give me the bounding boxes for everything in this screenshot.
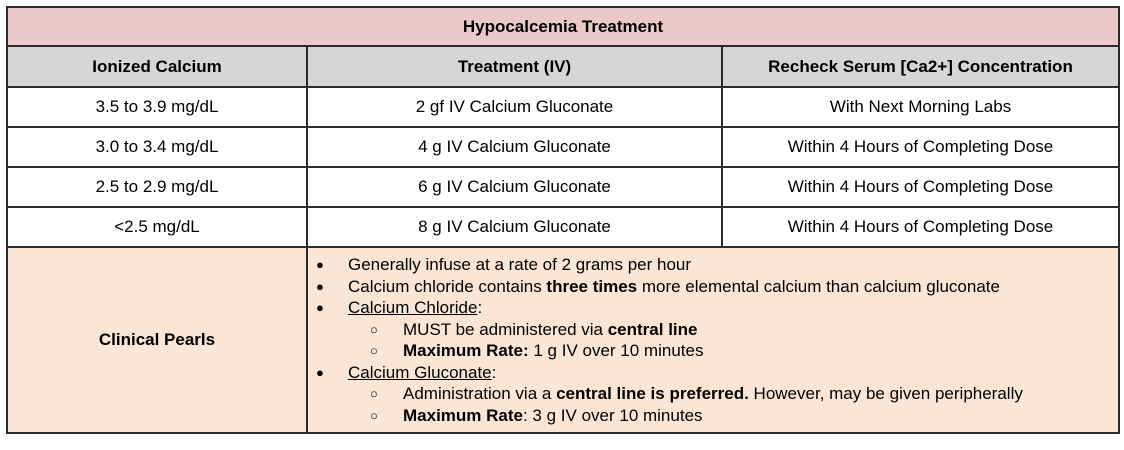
- treatment-cell: 2 gf IV Calcium Gluconate: [307, 87, 722, 127]
- list-item: [308, 297, 1118, 362]
- recheck-cell: Within 4 Hours of Completing Dose: [722, 207, 1119, 247]
- ionized-calcium-cell: 3.5 to 3.9 mg/dL: [7, 87, 307, 127]
- clinical-pearls-label: Clinical Pearls: [7, 247, 307, 433]
- list-item: [348, 340, 1118, 362]
- pearl-emphasis: Maximum Rate: [403, 405, 523, 425]
- pearl-text: 1 g IV over 10 minutes: [528, 341, 704, 360]
- table-header-row: [7, 46, 1119, 87]
- pearl-text: Administration via a: [403, 384, 557, 403]
- clinical-pearls-row: [7, 247, 1119, 433]
- recheck-cell: With Next Morning Labs: [722, 87, 1119, 127]
- table-row: [7, 167, 1119, 207]
- pearl-text: :: [491, 362, 497, 382]
- pearl-emphasis: central line: [607, 319, 698, 339]
- treatment-cell: 6 g IV Calcium Gluconate: [307, 167, 722, 207]
- pearl-text: Calcium chloride contains: [348, 276, 547, 296]
- calcium-gluconate-sublist: [348, 383, 1118, 426]
- hypocalcemia-treatment-table: [6, 6, 1120, 434]
- table-row: [7, 207, 1119, 247]
- treatment-cell: 8 g IV Calcium Gluconate: [307, 207, 722, 247]
- pearl-text: : 3 g IV over 10 minutes: [522, 405, 703, 425]
- table-row: [7, 87, 1119, 127]
- list-item: [348, 319, 1118, 341]
- ionized-calcium-cell: <2.5 mg/dL: [7, 207, 307, 247]
- treatment-cell: 4 g IV Calcium Gluconate: [307, 127, 722, 167]
- pearl-text: :: [477, 298, 483, 317]
- pearl-infusion-rate: Generally infuse at a rate of 2 grams per hour: [348, 255, 692, 274]
- pearl-emphasis: central line is preferred.: [556, 384, 749, 403]
- ionized-calcium-cell: 2.5 to 2.9 mg/dL: [7, 167, 307, 207]
- header-treatment: Treatment (IV): [307, 46, 722, 87]
- table-row: [7, 127, 1119, 167]
- pearl-emphasis: Maximum Rate:: [403, 341, 529, 360]
- calcium-chloride-label: Calcium Chloride: [348, 298, 478, 317]
- list-item: [308, 362, 1118, 427]
- ionized-calcium-cell: 3.0 to 3.4 mg/dL: [7, 127, 307, 167]
- pearl-text: However, may be given peripherally: [748, 384, 1023, 403]
- pearl-text: more elemental calcium than calcium gluconate: [637, 276, 1000, 296]
- pearl-text: MUST be administered via: [403, 319, 608, 339]
- table-title-row: [7, 7, 1119, 46]
- recheck-cell: Within 4 Hours of Completing Dose: [722, 167, 1119, 207]
- clinical-pearls-content: [307, 247, 1119, 433]
- header-ionized-calcium: Ionized Calcium: [7, 46, 307, 87]
- list-item: [308, 276, 1118, 298]
- calcium-gluconate-label: Calcium Gluconate: [348, 362, 492, 382]
- list-item: [308, 254, 1118, 276]
- calcium-chloride-sublist: [348, 319, 1118, 362]
- header-recheck: Recheck Serum [Ca2+] Concentration: [722, 46, 1119, 87]
- list-item: [348, 383, 1118, 405]
- recheck-cell: Within 4 Hours of Completing Dose: [722, 127, 1119, 167]
- list-item: [348, 405, 1118, 427]
- table-title: Hypocalcemia Treatment: [7, 7, 1119, 46]
- pearls-list: [308, 254, 1118, 426]
- pearl-emphasis: three times: [546, 276, 638, 296]
